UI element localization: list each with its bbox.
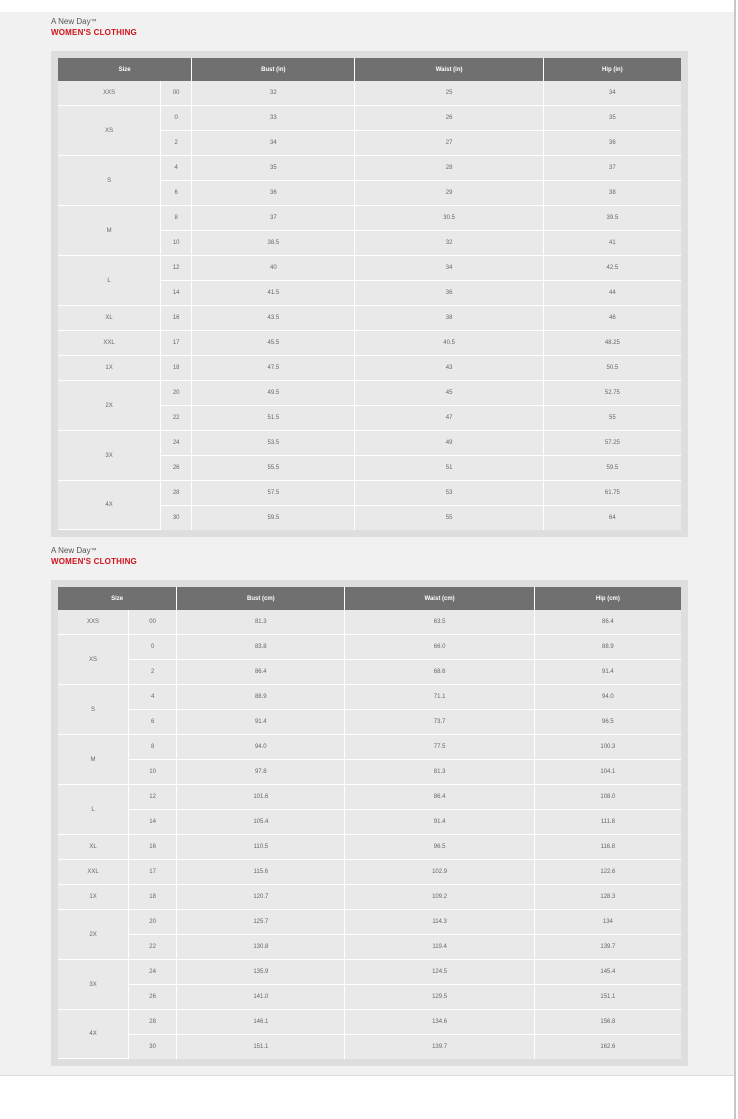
- hip-value: 61.75: [544, 481, 681, 506]
- size-table-frame: [51, 580, 688, 1066]
- waist-value: 71.1: [345, 685, 534, 710]
- hip-value: 88.9: [535, 635, 681, 660]
- trademark-mark: ™: [90, 548, 97, 554]
- bust-value: 32: [192, 81, 355, 106]
- bust-value: 34: [192, 131, 355, 156]
- hip-value: 64: [609, 515, 616, 521]
- bust-value: 37: [192, 206, 355, 231]
- table-row: [58, 610, 681, 635]
- size-label: XXL: [58, 860, 129, 885]
- bust-value: 51.5: [192, 406, 355, 431]
- table-row: [58, 156, 681, 181]
- size-number: 14: [161, 281, 192, 306]
- waist-value: 139.7: [345, 1035, 534, 1059]
- header-size: Size: [58, 58, 192, 81]
- hip-value: 42.5: [544, 256, 681, 281]
- hip-value: 59.5: [544, 456, 681, 481]
- size-number: 10: [161, 231, 192, 256]
- hip-value: 35: [544, 106, 681, 131]
- waist-value: 96.5: [345, 835, 534, 860]
- table-row: [58, 81, 681, 106]
- size-label: XXS: [58, 81, 161, 106]
- size-number: 20: [129, 910, 177, 935]
- bust-value: 40: [192, 256, 355, 281]
- table-row: [58, 635, 681, 660]
- hip-value: 122.6: [535, 860, 681, 885]
- waist-value: 45: [355, 381, 543, 406]
- waist-value: 114.3: [345, 910, 534, 935]
- hip-value: 151.1: [535, 985, 681, 1010]
- bust-value: 49.5: [192, 381, 355, 406]
- brand-name: A New Day™: [51, 546, 97, 555]
- size-number: 6: [129, 710, 177, 735]
- bust-value: 110.5: [177, 835, 345, 860]
- table-row: [58, 910, 681, 935]
- size-number: 6: [161, 181, 192, 206]
- table-row: [58, 431, 681, 456]
- size-number: 17: [129, 860, 177, 885]
- bust-value: 125.7: [177, 910, 345, 935]
- table-row: [58, 885, 681, 910]
- hip-value: 44: [544, 281, 681, 306]
- waist-value: 66.0: [345, 635, 534, 660]
- size-number: 8: [129, 735, 177, 760]
- size-label: XL: [58, 835, 129, 860]
- size-number: 00: [129, 610, 177, 635]
- size-label: XXS: [58, 610, 129, 635]
- bust-value: 151.1: [177, 1035, 345, 1059]
- waist-value: 53: [355, 481, 543, 506]
- table-row: [58, 306, 681, 331]
- size-label: L: [58, 785, 129, 835]
- waist-value: 47: [355, 406, 543, 431]
- size-label: 3X: [58, 960, 129, 1010]
- size-label: S: [58, 685, 129, 735]
- size-label: L: [58, 256, 161, 306]
- waist-value: 36: [355, 281, 543, 306]
- size-chart-inches: [51, 17, 688, 537]
- hip-value: 111.8: [535, 810, 681, 835]
- table-header-row: [58, 587, 681, 610]
- bust-value: 94.0: [177, 735, 345, 760]
- hip-value: 91.4: [535, 660, 681, 685]
- hip-value: 128.3: [535, 885, 681, 910]
- table-row: [58, 256, 681, 281]
- hip-value: 162.6: [600, 1044, 616, 1050]
- size-label: XS: [58, 635, 129, 685]
- waist-value: 49: [355, 431, 543, 456]
- size-label: 1X: [58, 356, 161, 381]
- bust-value: 35: [192, 156, 355, 181]
- bust-value: 45.5: [192, 331, 355, 356]
- waist-value: 29: [355, 181, 543, 206]
- table-row: [58, 660, 681, 685]
- table-row: [58, 985, 681, 1010]
- size-label: M: [58, 735, 129, 785]
- category-title: WOMEN'S CLOTHING: [51, 28, 137, 37]
- table-row: [58, 935, 681, 960]
- hip-value: 34: [544, 81, 681, 106]
- bust-value: 141.0: [177, 985, 345, 1010]
- category-title: WOMEN'S CLOTHING: [51, 557, 137, 566]
- size-number: 00: [161, 81, 192, 106]
- bust-value: 115.6: [177, 860, 345, 885]
- size-number: 30: [129, 1035, 177, 1059]
- header-bust: Bust (in): [192, 58, 355, 81]
- table-row: [58, 381, 681, 406]
- size-number: 0: [161, 106, 192, 131]
- waist-value: 34: [355, 256, 543, 281]
- size-label: 2X: [58, 381, 161, 431]
- waist-value: 86.4: [345, 785, 534, 810]
- hip-value: 96.5: [535, 710, 681, 735]
- waist-value: 102.9: [345, 860, 534, 885]
- table-row: [58, 835, 681, 860]
- table-row: [58, 960, 681, 985]
- hip-value: 100.3: [535, 735, 681, 760]
- bust-value: 146.1: [177, 1010, 345, 1035]
- waist-value: 119.4: [345, 935, 534, 960]
- size-table: [58, 587, 681, 1059]
- header-waist: Waist (cm): [345, 587, 534, 610]
- size-number: 2: [161, 131, 192, 156]
- brand-name: A New Day™: [51, 17, 97, 26]
- table-row: [58, 331, 681, 356]
- bust-value: 135.9: [177, 960, 345, 985]
- bust-value: 55.5: [192, 456, 355, 481]
- bust-value: 88.9: [177, 685, 345, 710]
- bust-value: 120.7: [177, 885, 345, 910]
- bust-value: 53.5: [192, 431, 355, 456]
- waist-value: 129.5: [345, 985, 534, 1010]
- bust-value: 38.5: [192, 231, 355, 256]
- size-number: 4: [161, 156, 192, 181]
- waist-value: 91.4: [345, 810, 534, 835]
- table-row: [58, 710, 681, 735]
- size-label: 2X: [58, 910, 129, 960]
- header-hip: Hip (cm): [535, 587, 681, 610]
- size-number: 16: [129, 835, 177, 860]
- size-number: 18: [129, 885, 177, 910]
- table-row: [58, 1035, 681, 1059]
- header-waist: Waist (in): [355, 58, 543, 81]
- size-number: 28: [161, 481, 192, 506]
- size-label: 4X: [58, 1010, 129, 1059]
- bust-value: 47.5: [192, 356, 355, 381]
- hip-value: 134: [535, 910, 681, 935]
- size-label: 4X: [58, 481, 161, 530]
- waist-value: 26: [355, 106, 543, 131]
- size-number: 4: [129, 685, 177, 710]
- size-table-frame: [51, 51, 688, 537]
- size-number: 30: [161, 506, 192, 530]
- table-row: [58, 356, 681, 381]
- hip-value: 145.4: [535, 960, 681, 985]
- size-number: 14: [129, 810, 177, 835]
- size-label: XS: [58, 106, 161, 156]
- size-label: 3X: [58, 431, 161, 481]
- size-table: [58, 58, 681, 530]
- bust-value: 83.8: [177, 635, 345, 660]
- hip-value: 39.5: [544, 206, 681, 231]
- size-number: 12: [161, 256, 192, 281]
- hip-value: 86.4: [535, 610, 681, 635]
- waist-value: 43: [355, 356, 543, 381]
- size-number: 24: [161, 431, 192, 456]
- waist-value: 30.5: [355, 206, 543, 231]
- size-number: 16: [161, 306, 192, 331]
- size-number: 26: [129, 985, 177, 1010]
- waist-value: 51: [355, 456, 543, 481]
- table-row: [58, 1010, 681, 1035]
- waist-value: 25: [355, 81, 543, 106]
- waist-value: 68.6: [345, 660, 534, 685]
- size-number: 10: [129, 760, 177, 785]
- size-number: 8: [161, 206, 192, 231]
- waist-value: 38: [355, 306, 543, 331]
- size-number: 20: [161, 381, 192, 406]
- hip-value: 36: [544, 131, 681, 156]
- waist-value: 40.5: [355, 331, 543, 356]
- hip-value: 139.7: [535, 935, 681, 960]
- hip-value: 52.75: [544, 381, 681, 406]
- waist-value: 28: [355, 156, 543, 181]
- waist-value: 32: [355, 231, 543, 256]
- bust-value: 59.5: [192, 506, 355, 530]
- size-label: S: [58, 156, 161, 206]
- scrollbar-edge: [734, 0, 736, 1119]
- size-label: XXL: [58, 331, 161, 356]
- size-label: 1X: [58, 885, 129, 910]
- header-size: Size: [58, 587, 177, 610]
- waist-value: 134.6: [345, 1010, 534, 1035]
- size-number: 26: [161, 456, 192, 481]
- table-row: [58, 860, 681, 885]
- header-bust: Bust (cm): [177, 587, 345, 610]
- size-number: 17: [161, 331, 192, 356]
- table-row: [58, 206, 681, 231]
- bust-value: 91.4: [177, 710, 345, 735]
- size-chart-cm: [51, 546, 688, 1066]
- bust-value: 41.5: [192, 281, 355, 306]
- size-number: 22: [129, 935, 177, 960]
- waist-value: 124.5: [345, 960, 534, 985]
- table-row: [58, 735, 681, 760]
- waist-value: 77.5: [345, 735, 534, 760]
- bust-value: 33: [192, 106, 355, 131]
- hip-value: 156.8: [535, 1010, 681, 1035]
- waist-value: 55: [355, 506, 543, 530]
- hip-value: 57.25: [544, 431, 681, 456]
- waist-value: 63.5: [345, 610, 534, 635]
- hip-value: 41: [544, 231, 681, 256]
- size-number: 0: [129, 635, 177, 660]
- header-hip: Hip (in): [544, 58, 681, 81]
- size-label: XL: [58, 306, 161, 331]
- bust-value: 101.6: [177, 785, 345, 810]
- table-row: [58, 481, 681, 506]
- hip-value: 116.8: [535, 835, 681, 860]
- bust-value: 81.3: [177, 610, 345, 635]
- size-number: 12: [129, 785, 177, 810]
- trademark-mark: ™: [90, 19, 97, 25]
- size-number: 2: [129, 660, 177, 685]
- hip-value: 48.25: [544, 331, 681, 356]
- waist-value: 81.3: [345, 760, 534, 785]
- table-row: [58, 106, 681, 131]
- hip-value: 46: [544, 306, 681, 331]
- waist-value: 27: [355, 131, 543, 156]
- table-row: [58, 810, 681, 835]
- hip-value: 37: [544, 156, 681, 181]
- hip-value: 55: [544, 406, 681, 431]
- hip-value: 94.0: [535, 685, 681, 710]
- table-row: [58, 685, 681, 710]
- waist-value: 73.7: [345, 710, 534, 735]
- hip-value: 108.0: [535, 785, 681, 810]
- bust-value: 36: [192, 181, 355, 206]
- size-label: M: [58, 206, 161, 256]
- bust-value: 130.8: [177, 935, 345, 960]
- hip-value: 50.5: [544, 356, 681, 381]
- bust-value: 105.4: [177, 810, 345, 835]
- size-number: 18: [161, 356, 192, 381]
- table-header-row: [58, 58, 681, 81]
- bust-value: 57.5: [192, 481, 355, 506]
- divider: [0, 1075, 734, 1076]
- bust-value: 86.4: [177, 660, 345, 685]
- size-number: 24: [129, 960, 177, 985]
- table-row: [58, 760, 681, 785]
- waist-value: 109.2: [345, 885, 534, 910]
- size-number: 22: [161, 406, 192, 431]
- table-row: [58, 785, 681, 810]
- hip-value: 104.1: [535, 760, 681, 785]
- hip-value: 38: [544, 181, 681, 206]
- size-number: 28: [129, 1010, 177, 1035]
- bust-value: 43.5: [192, 306, 355, 331]
- bust-value: 97.8: [177, 760, 345, 785]
